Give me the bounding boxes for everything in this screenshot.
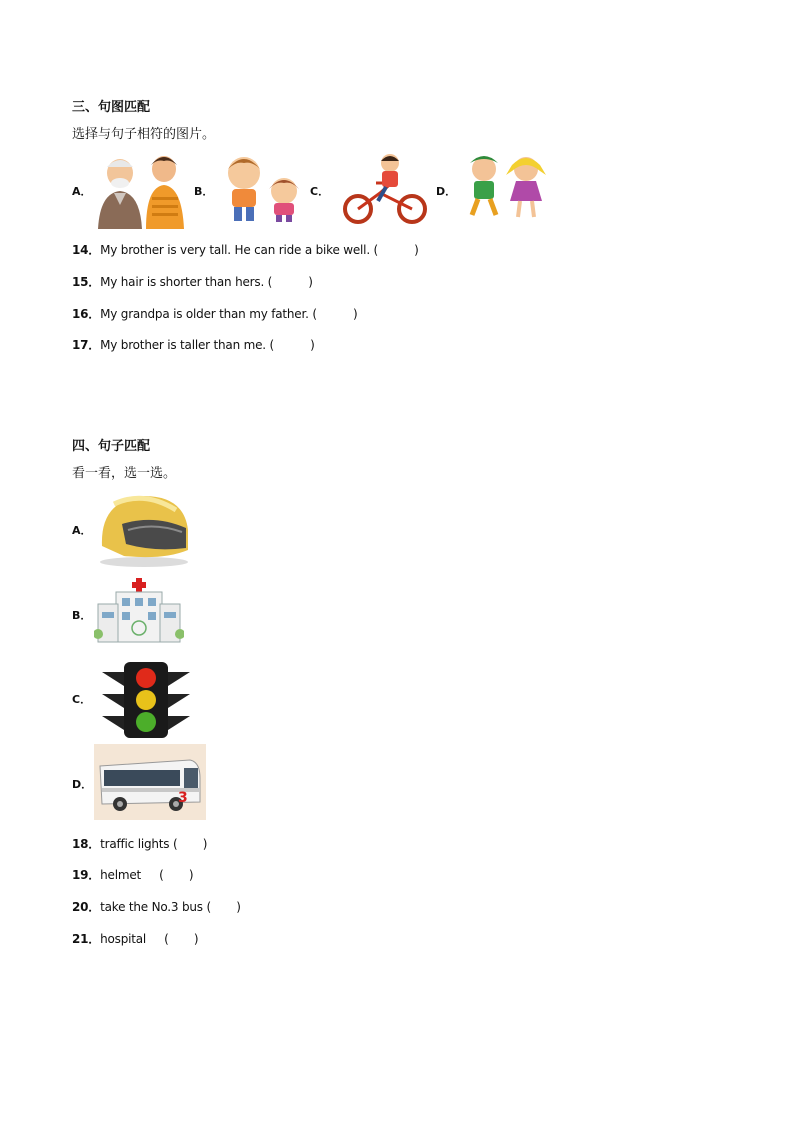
option-b-label: B． bbox=[194, 185, 214, 198]
question-20-number: 20． bbox=[72, 900, 101, 914]
question-20 bbox=[72, 898, 241, 915]
question-18-text: traffic lights ( ) bbox=[100, 837, 208, 851]
section-3-instruction: 选择与句子相符的图片。 bbox=[72, 127, 216, 142]
bus-number-label: 3 bbox=[178, 790, 188, 806]
section-4-heading: 四、句子匹配 bbox=[72, 439, 151, 454]
question-14-number: 14． bbox=[72, 243, 101, 257]
option-a-label-4: A． bbox=[72, 524, 92, 537]
question-16 bbox=[72, 305, 357, 322]
option-d-label: D． bbox=[436, 185, 457, 198]
question-19-text: helmet ( ) bbox=[100, 868, 194, 882]
section-3-heading: 三、句图匹配 bbox=[72, 100, 151, 115]
question-18-number: 18． bbox=[72, 837, 101, 851]
question-14-text: My brother is very tall. He can ride a bike well. ( ) bbox=[100, 243, 419, 257]
bus-icon bbox=[94, 744, 206, 820]
question-14 bbox=[72, 241, 419, 258]
grandpa-and-man-icon bbox=[94, 153, 192, 229]
question-21 bbox=[72, 930, 198, 947]
question-21-number: 21． bbox=[72, 932, 101, 946]
question-19 bbox=[72, 866, 193, 883]
question-17-number: 17． bbox=[72, 338, 101, 352]
question-19-number: 19． bbox=[72, 868, 101, 882]
section-4-instruction: 看一看，选一选。 bbox=[72, 466, 177, 481]
option-a-label: A． bbox=[72, 185, 92, 198]
helmet-icon bbox=[94, 490, 192, 568]
option-c-label: C． bbox=[310, 185, 330, 198]
question-17 bbox=[72, 336, 315, 353]
question-18 bbox=[72, 835, 207, 852]
option-c-label-4: C． bbox=[72, 693, 92, 706]
boy-riding-bike-icon bbox=[338, 153, 430, 225]
question-17-text: My brother is taller than me. ( ) bbox=[100, 338, 315, 352]
question-20-text: take the No.3 bus ( ) bbox=[100, 900, 241, 914]
question-15-text: My hair is shorter than hers. ( ) bbox=[100, 275, 313, 289]
question-16-number: 16． bbox=[72, 307, 101, 321]
hospital-icon bbox=[94, 578, 184, 646]
question-16-text: My grandpa is older than my father. ( ) bbox=[100, 307, 358, 321]
two-children-walking-icon bbox=[458, 153, 556, 223]
question-21-text: hospital ( ) bbox=[100, 932, 199, 946]
traffic-light-icon bbox=[100, 660, 192, 738]
question-15-number: 15． bbox=[72, 275, 101, 289]
question-15 bbox=[72, 273, 313, 290]
boy-and-girl-icon bbox=[214, 153, 310, 223]
option-b-label-4: B． bbox=[72, 609, 92, 622]
option-d-label-4: D． bbox=[72, 778, 93, 791]
